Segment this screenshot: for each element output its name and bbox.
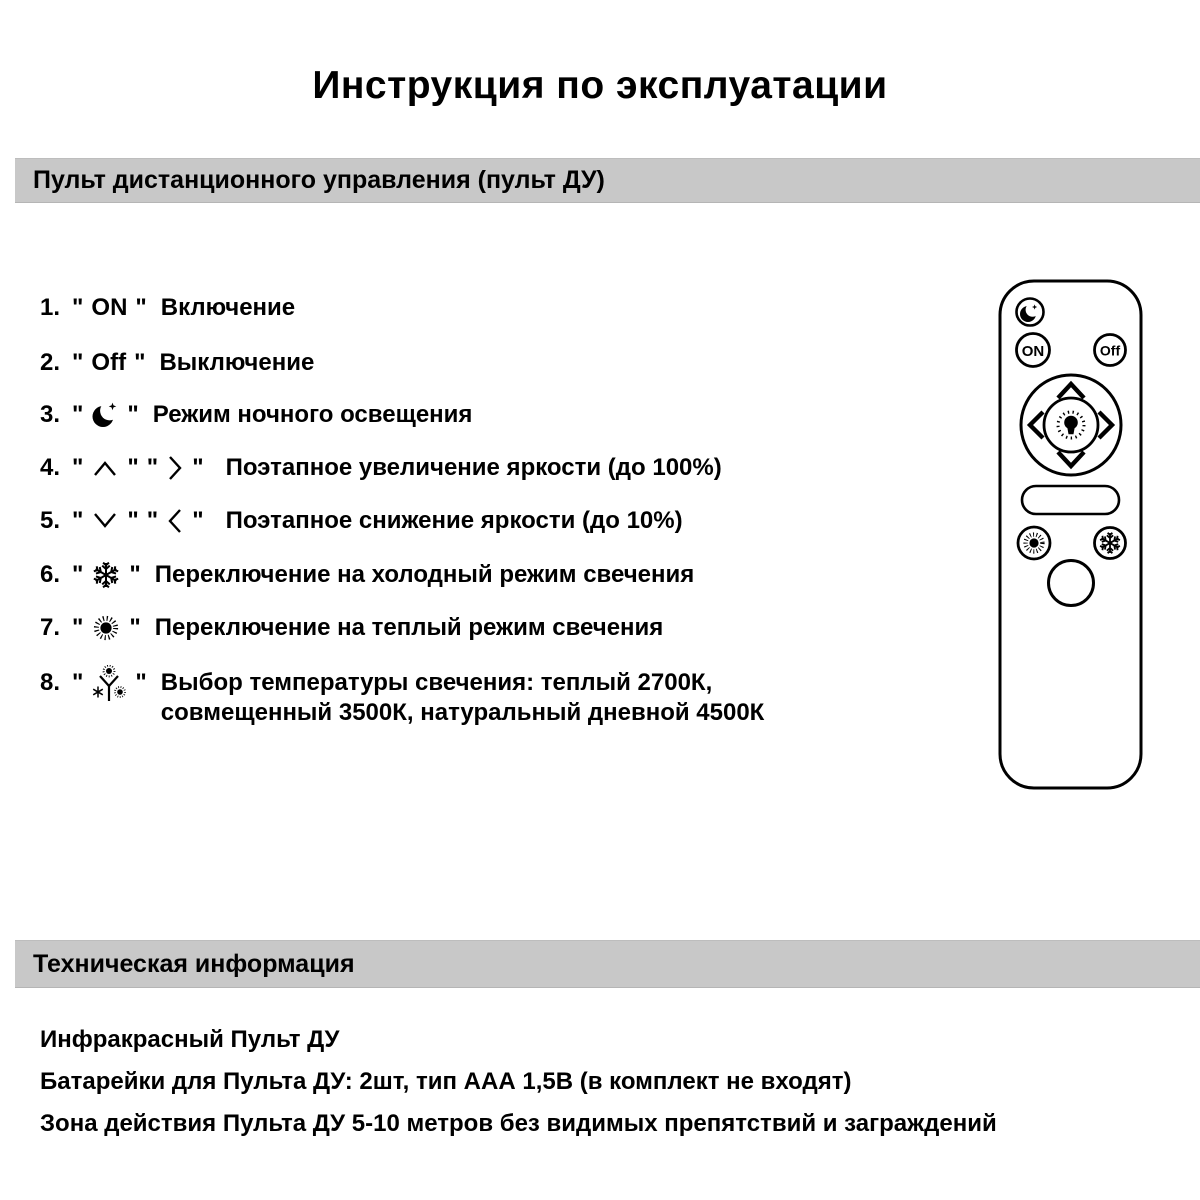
quote-mark: " (127, 507, 139, 534)
item-number: 1. (40, 294, 61, 321)
sun-icon (91, 613, 121, 643)
snowflake-icon (91, 560, 121, 590)
quote-mark: " (72, 507, 84, 534)
quote-mark: " (127, 401, 139, 428)
item-number: 5. (40, 507, 61, 534)
remote-dpad (1021, 375, 1121, 475)
quote-mark: " (72, 401, 84, 428)
item-text: Выключение (159, 349, 315, 376)
instruction-item (40, 506, 683, 536)
quote-mark: " (135, 669, 147, 696)
quote-mark: " (146, 507, 159, 534)
tech-info-line: Зона действия Пульта ДУ 5-10 метров без видимых препятствий и заграждений (40, 1110, 997, 1137)
item-number: 4. (40, 454, 61, 481)
remote-illustration (995, 276, 1147, 794)
remote-off-label: Off (1099, 342, 1121, 359)
chevron-down-icon (91, 511, 119, 531)
instruction-item (40, 560, 694, 590)
chevron-left-icon (166, 506, 184, 536)
item-text-line2: совмещенный 3500К, натуральный дневной 4500К (160, 699, 765, 726)
instruction-item (40, 348, 314, 378)
remote-bottom-button (1049, 561, 1094, 606)
instruction-item (40, 453, 722, 483)
instruction-item (40, 668, 764, 728)
instruction-item (40, 613, 663, 643)
remote-night-mode-button (1017, 299, 1044, 326)
tech-info-line: Батарейки для Пульта ДУ: 2шт, тип ААА 1,5В (в комплект не входят) (40, 1068, 852, 1095)
chevron-up-icon (91, 458, 119, 478)
quote-mark: " (127, 454, 139, 481)
item-number: 8. (40, 669, 61, 696)
on-button-label: ON (91, 294, 128, 321)
quote-mark: " (72, 294, 84, 321)
quote-mark: " (192, 507, 204, 534)
item-number: 6. (40, 561, 61, 588)
tech-info-line: Инфракрасный Пульт ДУ (40, 1026, 340, 1053)
remote-off-button (1095, 335, 1126, 366)
quote-mark: " (72, 349, 84, 376)
item-text: Переключение на холодный режим свечения (154, 561, 695, 588)
item-text: Поэтапное снижение яркости (до 10%) (225, 507, 683, 534)
section-bar-remote (15, 158, 1200, 203)
temperature-select-icon (91, 665, 127, 705)
remote-on-label: ON (1021, 343, 1045, 360)
quote-mark: " (72, 561, 84, 588)
instruction-item (40, 293, 295, 323)
quote-mark: " (72, 454, 84, 481)
remote-strip-button (1022, 486, 1119, 514)
section-bar-tech (15, 940, 1200, 988)
section-bar-tech-label: Техническая информация (33, 949, 355, 978)
quote-mark: " (129, 614, 141, 641)
quote-mark: " (134, 349, 146, 376)
quote-mark: " (135, 294, 147, 321)
item-number: 3. (40, 401, 61, 428)
remote-cold-mode-button (1095, 528, 1126, 559)
quote-mark: " (192, 454, 204, 481)
moon-icon (91, 400, 119, 430)
remote-on-button (1017, 334, 1050, 367)
item-text: Включение (160, 294, 296, 321)
item-text: Переключение на теплый режим свечения (154, 614, 664, 641)
quote-mark: " (129, 561, 141, 588)
remote-warm-mode-button (1018, 527, 1050, 559)
page-title: Инструкция по эксплуатации (312, 64, 888, 107)
item-number: 2. (40, 349, 61, 376)
section-bar-remote-label: Пульт дистанционного управления (пульт ДУ) (33, 166, 605, 194)
chevron-right-icon (166, 453, 184, 483)
quote-mark: " (146, 454, 159, 481)
quote-mark: " (72, 614, 84, 641)
instruction-item (40, 400, 472, 430)
item-text-line1: Выбор температуры свечения: теплый 2700К, (160, 669, 713, 696)
quote-mark: " (72, 669, 84, 696)
item-number: 7. (40, 614, 61, 641)
item-text: Режим ночного освещения (152, 401, 473, 428)
item-text (161, 668, 765, 728)
off-button-label: Off (91, 349, 127, 376)
item-text: Поэтапное увеличение яркости (до 100%) (225, 454, 722, 481)
